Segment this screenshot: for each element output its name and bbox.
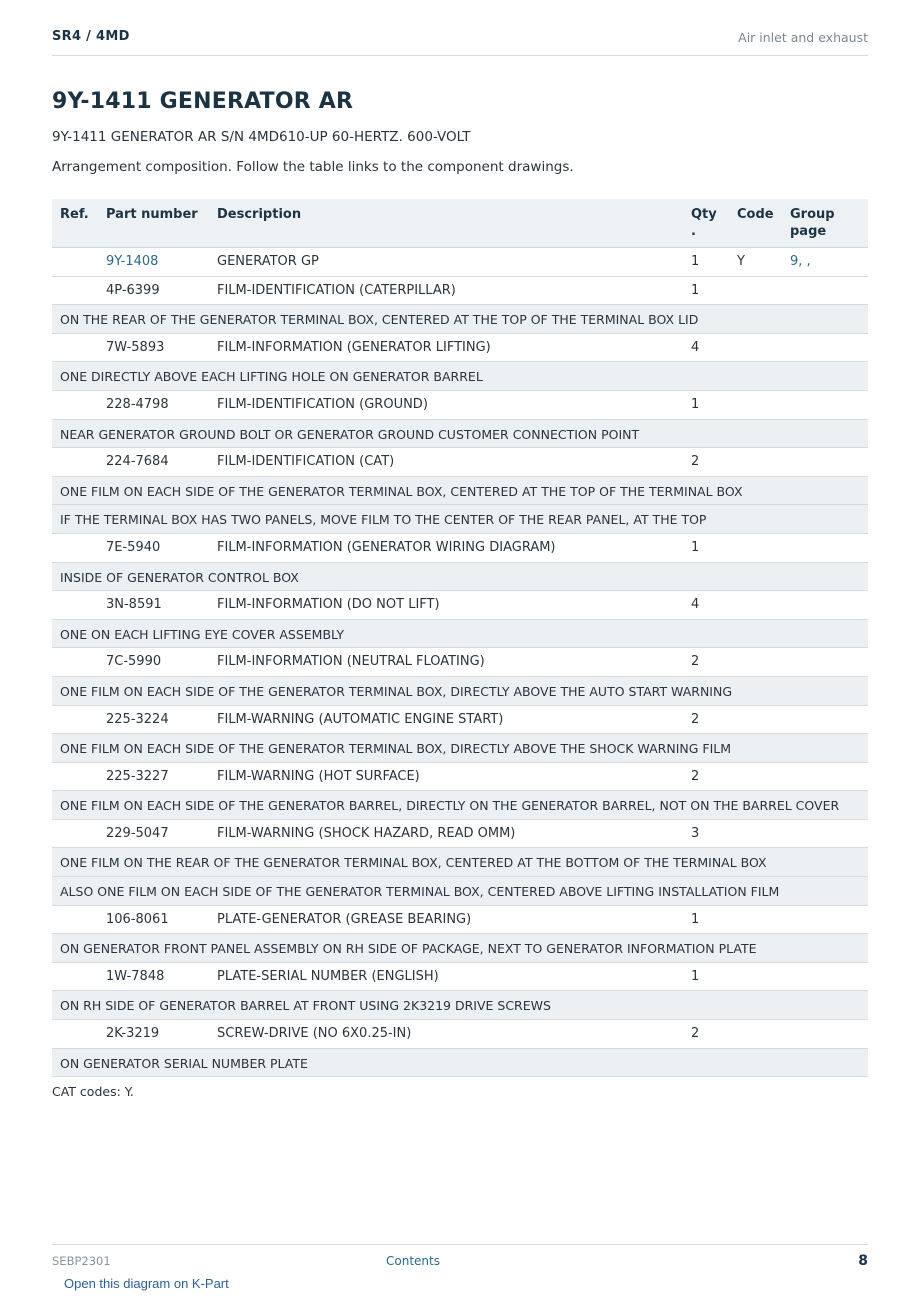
note-row (52, 734, 868, 763)
cell-quantity: 1 (691, 282, 700, 298)
table-row (52, 963, 868, 992)
note-row (52, 848, 868, 877)
cell-part-number: 1W-7848 (106, 968, 165, 984)
note-text: ON RH SIDE OF GENERATOR BARREL AT FRONT USING 2K3219 DRIVE SCREWS (60, 998, 551, 1014)
cell-part-number: 106-8061 (106, 911, 169, 927)
cell-quantity: 1 (691, 396, 700, 412)
note-text: ONE ON EACH LIFTING EYE COVER ASSEMBLY (60, 626, 344, 642)
table-row (52, 763, 868, 792)
cell-description: FILM-IDENTIFICATION (CATERPILLAR) (217, 282, 456, 298)
header-part-number: Part number (106, 207, 198, 222)
cell-part-number: 7C-5990 (106, 654, 162, 670)
cell-description: GENERATOR GP (217, 254, 319, 269)
note-text: INSIDE OF GENERATOR CONTROL BOX (60, 569, 299, 585)
note-row (52, 505, 868, 534)
cell-part-number: 4P-6399 (106, 282, 160, 298)
table-body (52, 248, 868, 1077)
cell-quantity: 1 (691, 539, 700, 555)
cell-description: FILM-IDENTIFICATION (GROUND) (217, 396, 428, 412)
cell-description: PLATE-SERIAL NUMBER (ENGLISH) (217, 968, 439, 984)
cell-part-number: 3N-8591 (106, 597, 162, 613)
note-row (52, 620, 868, 649)
note-row (52, 791, 868, 820)
cell-part-number: 224-7684 (106, 454, 169, 470)
contents-link[interactable]: Contents (386, 1254, 440, 1268)
note-row (52, 477, 868, 506)
note-text: ON THE REAR OF THE GENERATOR TERMINAL BOX, CENTERED AT THE TOP OF THE TERMINAL BOX LID (60, 312, 699, 328)
note-row (52, 305, 868, 334)
document-id: SEBP2301 (52, 1254, 111, 1268)
cell-quantity: 4 (691, 597, 700, 613)
note-row (52, 991, 868, 1020)
note-text: ON GENERATOR SERIAL NUMBER PLATE (60, 1055, 308, 1071)
note-row (52, 934, 868, 963)
cell-description: FILM-IDENTIFICATION (CAT) (217, 454, 395, 470)
note-text: NEAR GENERATOR GROUND BOLT OR GENERATOR GROUND CUSTOMER CONNECTION POINT (60, 426, 640, 442)
cell-part-number: 2K-3219 (106, 1026, 160, 1042)
header-qty-line2: . (691, 224, 696, 239)
note-text: ONE FILM ON EACH SIDE OF THE GENERATOR TERMINAL BOX, DIRECTLY ABOVE THE SHOCK WARNING FILM (60, 741, 732, 757)
cell-quantity: 3 (691, 825, 700, 841)
cell-quantity: 2 (691, 768, 700, 784)
cell-code: Y (737, 254, 745, 269)
table-row (52, 591, 868, 620)
note-text: IF THE TERMINAL BOX HAS TWO PANELS, MOVE FILM TO THE CENTER OF THE REAR PANEL, AT THE TOP (60, 512, 707, 528)
table-row (52, 1020, 868, 1049)
cell-description: FILM-INFORMATION (GENERATOR LIFTING) (217, 339, 491, 355)
note-text: ONE FILM ON EACH SIDE OF THE GENERATOR BARREL, DIRECTLY ON THE GENERATOR BARREL, NOT ON THE BARREL COVER (60, 798, 840, 814)
page-header (52, 28, 868, 56)
page-number: 8 (858, 1253, 868, 1269)
note-text: ONE DIRECTLY ABOVE EACH LIFTING HOLE ON GENERATOR BARREL (60, 369, 483, 385)
note-text: ONE FILM ON EACH SIDE OF THE GENERATOR TERMINAL BOX, DIRECTLY ABOVE THE AUTO START WARNING (60, 683, 733, 699)
table-row (52, 706, 868, 735)
page-subtitle: 9Y-1411 GENERATOR AR S/N 4MD610-UP 60-HERTZ. 600-VOLT (52, 129, 471, 145)
intro-text: Arrangement composition. Follow the table links to the component drawings. (52, 159, 574, 175)
note-text: ONE FILM ON EACH SIDE OF THE GENERATOR TERMINAL BOX, CENTERED AT THE TOP OF THE TERMINAL BOX (60, 483, 743, 499)
table-row (52, 334, 868, 363)
note-text: ON GENERATOR FRONT PANEL ASSEMBLY ON RH SIDE OF PACKAGE, NEXT TO GENERATOR INFORMATION PLATE (60, 941, 757, 957)
cell-quantity: 4 (691, 339, 700, 355)
cell-part-number: 7E-5940 (106, 539, 161, 555)
note-text: ONE FILM ON THE REAR OF THE GENERATOR TERMINAL BOX, CENTERED AT THE BOTTOM OF THE TERMINAL BOX (60, 855, 767, 871)
header-group-line2: page (790, 224, 827, 239)
cell-part-number: 225-3227 (106, 768, 169, 784)
table-row (52, 648, 868, 677)
cell-part-number: 228-4798 (106, 396, 169, 412)
cell-quantity: 1 (691, 968, 700, 984)
header-group-line1: Group (790, 207, 835, 222)
table-row (52, 534, 868, 563)
section-label: Air inlet and exhaust (738, 30, 868, 45)
cell-quantity: 2 (691, 1026, 700, 1042)
header-code: Code (737, 207, 774, 222)
cell-quantity: 2 (691, 454, 700, 470)
cell-description: SCREW-DRIVE (NO 6X0.25-IN) (217, 1026, 412, 1042)
cell-quantity: 2 (691, 654, 700, 670)
table-row (52, 391, 868, 420)
kpart-link[interactable]: Open this diagram on K-Part (64, 1276, 229, 1291)
cell-group-page[interactable]: 9, , (790, 254, 811, 269)
cell-description: FILM-INFORMATION (NEUTRAL FLOATING) (217, 654, 485, 670)
note-text: ALSO ONE FILM ON EACH SIDE OF THE GENERATOR TERMINAL BOX, CENTERED ABOVE LIFTING INSTALLATION FILM (60, 884, 780, 900)
cell-description: FILM-WARNING (AUTOMATIC ENGINE START) (217, 711, 504, 727)
header-group-page (790, 206, 866, 240)
page-footer (52, 1244, 868, 1276)
table-row (52, 820, 868, 849)
header-qty-line1: Qty (691, 207, 717, 222)
note-row (52, 420, 868, 449)
cell-description: FILM-INFORMATION (DO NOT LIFT) (217, 597, 440, 613)
cell-part-number: 225-3224 (106, 711, 169, 727)
note-row (52, 677, 868, 706)
cell-quantity: 2 (691, 711, 700, 727)
note-row (52, 563, 868, 592)
cat-codes: CAT codes: Y. (52, 1084, 134, 1099)
table-row (52, 277, 868, 306)
table-header (52, 199, 868, 248)
note-row (52, 877, 868, 906)
cell-description: FILM-WARNING (HOT SURFACE) (217, 768, 420, 784)
cell-description: FILM-WARNING (SHOCK HAZARD, READ OMM) (217, 825, 516, 841)
cell-part-number[interactable]: 9Y-1408 (106, 254, 159, 269)
cell-description: FILM-INFORMATION (GENERATOR WIRING DIAGRAM) (217, 539, 556, 555)
header-ref: Ref. (60, 207, 89, 222)
note-row (52, 362, 868, 391)
model-breadcrumb: SR4 / 4MD (52, 29, 130, 44)
note-row (52, 1049, 868, 1078)
cell-part-number: 229-5047 (106, 825, 169, 841)
cell-description: PLATE-GENERATOR (GREASE BEARING) (217, 911, 472, 927)
table-row (52, 906, 868, 935)
parts-table (52, 199, 868, 1077)
table-row (52, 448, 868, 477)
cell-quantity: 1 (691, 911, 700, 927)
cell-part-number: 7W-5893 (106, 339, 165, 355)
header-qty (691, 206, 727, 240)
page-title: 9Y-1411 GENERATOR AR (52, 89, 354, 114)
header-description: Description (217, 207, 302, 222)
table-row (52, 248, 868, 277)
cell-quantity: 1 (691, 254, 700, 269)
